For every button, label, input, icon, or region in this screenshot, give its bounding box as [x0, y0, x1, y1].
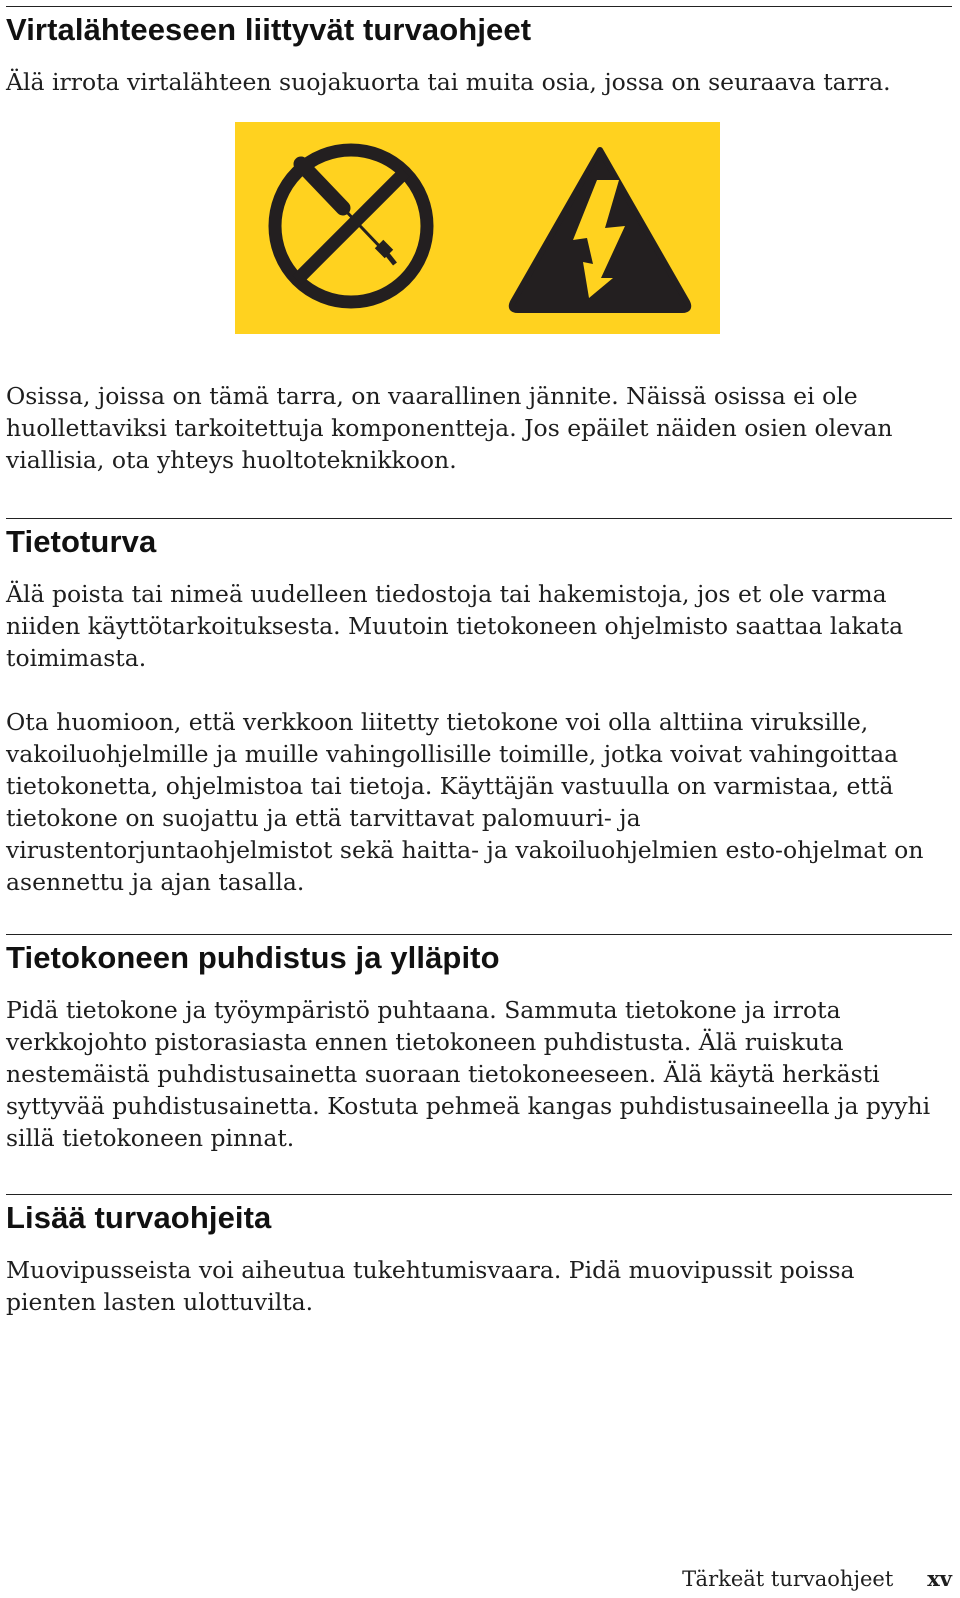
- section-rule-more-safety: [6, 1194, 952, 1195]
- paragraph-cleaning: Pidä tietokone ja työympäristö puhtaana. Sammuta tietokone ja irrota verkkojohto pistorasiasta ennen tietokoneen puhdistusta. Älä ruiskuta nestemäistä puhdistusainetta suoraan tietokoneeseen. Älä käytä herkästi syttyvää puhdistusainetta. Kostuta pehmeä kangas puhdistusaineella ja pyyhi sillä tietokoneen pinnat.: [6, 996, 931, 1152]
- heading-security: Tietoturva: [6, 524, 157, 559]
- paragraph-power-intro: Älä irrota virtalähteen suojakuorta tai muita osia, jossa on seuraava tarra.: [6, 68, 891, 96]
- section-power-supply: [6, 12, 952, 48]
- warning-label: [235, 122, 720, 334]
- heading-more-safety: Lisää turvaohjeita: [6, 1200, 272, 1235]
- paragraph-power-intro-wrap: [6, 66, 952, 98]
- heading-power-supply: Virtalähteeseen liittyvät turvaohjeet: [6, 12, 532, 47]
- warning-label-graphic: [235, 122, 720, 334]
- paragraph-power-warning: Osissa, joissa on tämä tarra, on vaarallinen jännite. Näissä osissa ei ole huollettaviksi tarkoitettuja komponentteja. Jos epäilet näiden osien olevan viallisia, ota yhteys huoltoteknikkoon.: [6, 382, 893, 474]
- section-cleaning: [6, 940, 952, 976]
- paragraph-security-files: Älä poista tai nimeä uudelleen tiedostoja tai hakemistoja, jos et ole varma niiden käyttötarkoituksesta. Muutoin tietokoneen ohjelmisto saattaa lakata toimimasta.: [6, 580, 904, 672]
- footer-title: Tärkeät turvaohjeet: [682, 1567, 894, 1591]
- section-rule-cleaning: [6, 934, 952, 935]
- paragraph-security-files-wrap: [6, 578, 952, 674]
- section-rule-security: [6, 518, 952, 519]
- paragraph-security-network: Ota huomioon, että verkkoon liitetty tietokone voi olla alttiina viruksille, vakoiluohjelmille ja muille vahingollisille toimille, jotka voivat vahingoittaa tietokonetta, ohjelmistoa tai tietoja. Käyttäjän vastuulla on varmistaa, että tietokone on suojattu ja että tarvittavat palomuuri- ja virustentorjuntaohjelmistot sekä haitta- ja vakoiluohjelmien esto-ohjelmat on asennettu ja ajan tasalla.: [6, 708, 924, 896]
- section-more-safety: [6, 1200, 952, 1236]
- page-footer: [682, 1566, 952, 1592]
- paragraph-more-safety-wrap: [6, 1254, 952, 1318]
- section-rule-power: [6, 6, 952, 7]
- paragraph-cleaning-wrap: [6, 994, 952, 1154]
- heading-cleaning: Tietokoneen puhdistus ja ylläpito: [6, 940, 500, 975]
- paragraph-more-safety: Muovipusseista voi aiheutua tukehtumisvaara. Pidä muovipussit poissa pienten lasten ulottuvilta.: [6, 1256, 855, 1316]
- section-security: [6, 524, 952, 560]
- page-number: xv: [927, 1566, 952, 1591]
- paragraph-power-warning-wrap: [6, 380, 952, 476]
- paragraph-security-network-wrap: [6, 706, 952, 898]
